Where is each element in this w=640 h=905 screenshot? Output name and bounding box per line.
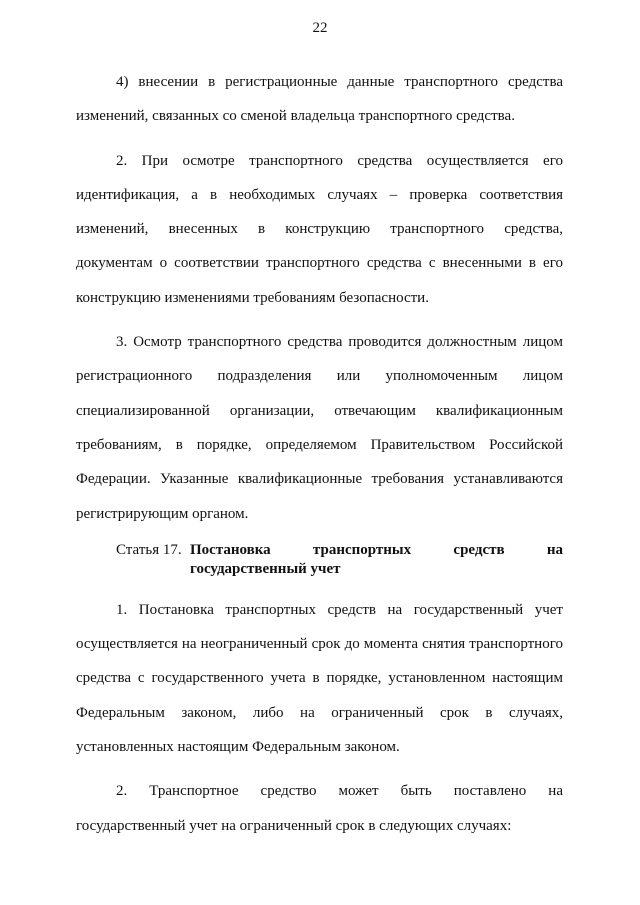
document-body — [76, 65, 563, 853]
text-line: Федерации. Указанные квалификационные требования устанавливаются — [76, 471, 563, 488]
text-line: специализированной организации, отвечающим квалификационным — [76, 402, 563, 419]
text-line: требованиям, в порядке, определяемом Правительством Российской — [76, 436, 563, 453]
text-line: документам о соответствии транспортного средства с внесенными в его — [76, 255, 563, 272]
article-title-line: государственный учет — [190, 560, 341, 577]
text-line: 2. Транспортное средство может быть поставлено на — [116, 783, 563, 800]
paragraph-item-4 — [76, 65, 563, 134]
text-line: изменений, связанных со сменой владельца транспортного средства. — [76, 108, 515, 125]
paragraph-art17-point-1 — [76, 593, 563, 764]
text-line: 4) внесении в регистрационные данные транспортного средства — [116, 74, 563, 90]
article-title — [190, 541, 563, 579]
text-line: осуществляется на неограниченный срок до момента снятия транспортного — [76, 636, 563, 653]
text-line: 2. При осмотре транспортного средства осуществляется его — [116, 152, 563, 169]
paragraph-art17-point-2 — [76, 774, 563, 843]
article-label: Статья 17. — [116, 541, 182, 558]
text-line: государственный учет на ограниченный срок в следующих случаях: — [76, 817, 512, 834]
text-line: 1. Постановка транспортных средств на государственный учет — [116, 601, 563, 618]
article-heading — [76, 541, 563, 579]
paragraph-point-2 — [76, 144, 563, 315]
text-line: средства с государственного учета в порядке, установленном настоящим — [76, 670, 563, 687]
article-title-line: Постановка транспортных средств на — [190, 541, 563, 558]
text-line: установленных настоящим Федеральным законом. — [76, 739, 400, 756]
text-line: конструкцию изменениями требованиям безопасности. — [76, 289, 429, 306]
text-line: изменений, внесенных в конструкцию транспортного средства, — [76, 221, 563, 238]
text-line: регистрационного подразделения или уполномоченным лицом — [76, 368, 563, 385]
text-line: 3. Осмотр транспортного средства проводится должностным лицом — [116, 334, 563, 351]
text-line: Федеральным законом, либо на ограниченный срок в случаях, — [76, 704, 563, 721]
text-line: регистрирующим органом. — [76, 505, 249, 522]
text-line: идентификация, а в необходимых случаях – проверка соответствия — [76, 186, 563, 203]
page-number: 22 — [312, 20, 328, 36]
paragraph-point-3 — [76, 325, 563, 531]
